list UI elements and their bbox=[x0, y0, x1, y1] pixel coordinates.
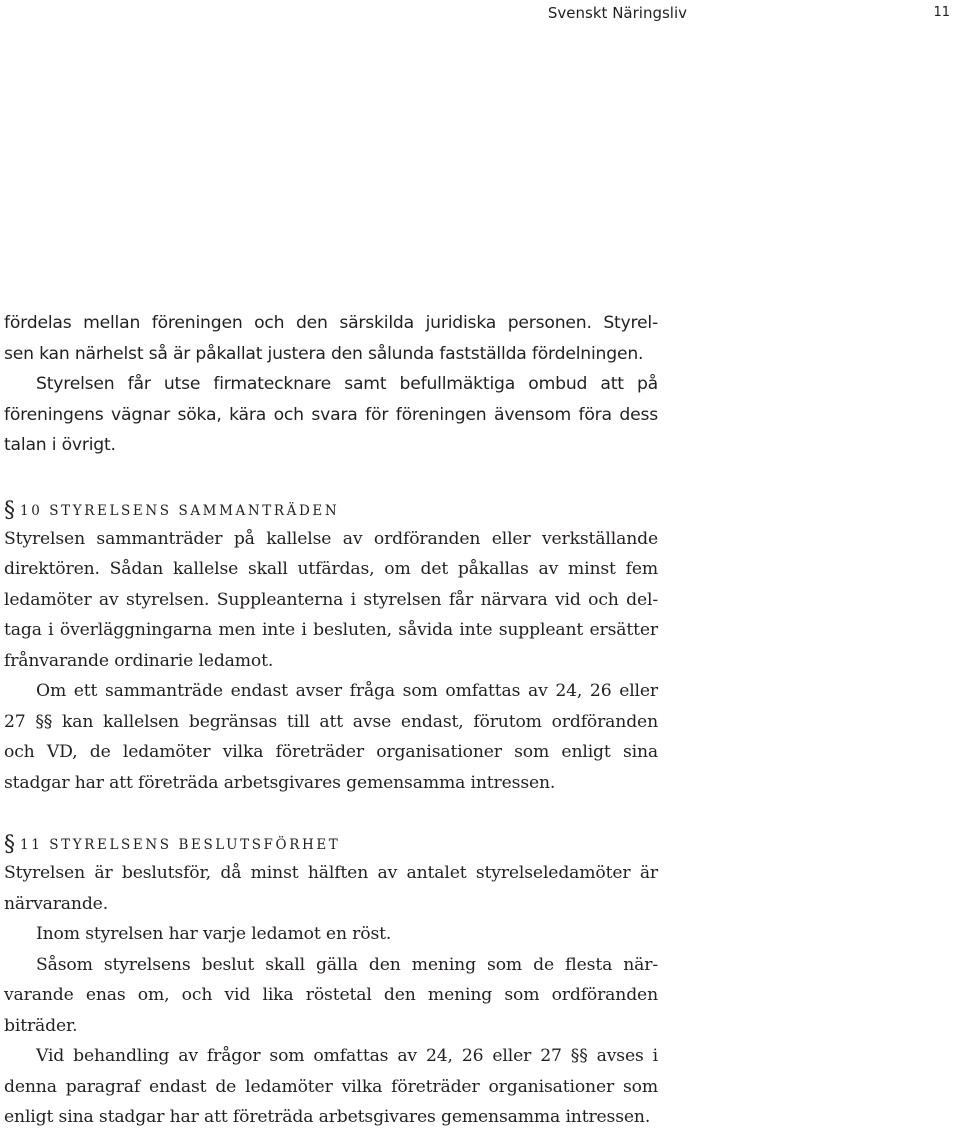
publication-title: Svenskt Näringsliv bbox=[547, 4, 687, 22]
text-line: föreningens vägnar söka, kära och svara för föreningen ävensom föra dess bbox=[4, 404, 658, 425]
section-sign-icon: § bbox=[4, 832, 15, 857]
section-11 bbox=[4, 832, 658, 1133]
section-sign-icon: § bbox=[4, 497, 15, 523]
text-line: fördelas mellan föreningen och den särskilda juridiska personen. Styrel- bbox=[4, 313, 658, 333]
section-heading-text: 11 STYRELSENS BESLUTSFÖRHET bbox=[20, 837, 341, 853]
text-line: Om ett sammanträde endast avser fråga som omfattas av 24, 26 eller bbox=[36, 681, 658, 701]
text-line: Styrelsen sammanträder på kallelse av ordföranden eller verkställande bbox=[4, 528, 658, 549]
text-line: Såsom styrelsens beslut skall gälla den mening som de flesta när- bbox=[36, 954, 658, 975]
text-line: frånvarande ordinarie ledamot. bbox=[4, 650, 274, 671]
text-line: taga i överläggningarna men inte i besluten, såvida inte suppleant ersätter bbox=[4, 620, 658, 640]
text-line: varande enas om, och vid lika röstetal den mening som ordföranden bbox=[4, 985, 658, 1005]
intro-text bbox=[4, 308, 658, 461]
text-line: direktören. Sådan kallelse skall utfärdas, om det påkallas av minst fem bbox=[4, 559, 658, 579]
page-number: 11 bbox=[933, 5, 950, 20]
text-line: biträder. bbox=[4, 1015, 78, 1036]
section-10 bbox=[4, 498, 658, 799]
text-line: närvarande. bbox=[4, 893, 109, 914]
text-line: 27 §§ kan kallelsen begränsas till att avse endast, förutom ordföranden bbox=[4, 711, 658, 732]
section-heading bbox=[4, 498, 658, 524]
text-line: talan i övrigt. bbox=[4, 435, 116, 455]
text-line: stadgar har att företräda arbetsgivares gemensamma intressen. bbox=[4, 772, 556, 793]
text-line: Styrelsen är beslutsför, då minst hälften av antalet styrelseledamöter är bbox=[4, 863, 658, 883]
text-line: Vid behandling av frågor som omfattas av 24, 26 eller 27 §§ avses i bbox=[36, 1046, 658, 1066]
text-line: sen kan närhelst så är påkallat justera den sålunda fastställda fördelningen. bbox=[4, 343, 644, 364]
text-line: Styrelsen får utse firmatecknare samt befullmäktiga ombud att på bbox=[36, 374, 658, 394]
text-line: denna paragraf endast de ledamöter vilka företräder organisationer som bbox=[4, 1076, 658, 1097]
text-line: enligt sina stadgar har att företräda arbetsgivares gemensamma intressen. bbox=[4, 1107, 651, 1127]
body-text bbox=[4, 308, 658, 1133]
text-line: och VD, de ledamöter vilka företräder organisationer som enligt sina bbox=[4, 742, 658, 762]
section-heading bbox=[4, 832, 658, 858]
section-heading-text: 10 STYRELSENS SAMMANTRÄDEN bbox=[20, 502, 340, 519]
text-line: Inom styrelsen har varje ledamot en röst. bbox=[36, 924, 392, 944]
running-header bbox=[0, 4, 960, 26]
text-line: ledamöter av styrelsen. Suppleanterna i styrelsen får närvara vid och del- bbox=[4, 589, 658, 610]
